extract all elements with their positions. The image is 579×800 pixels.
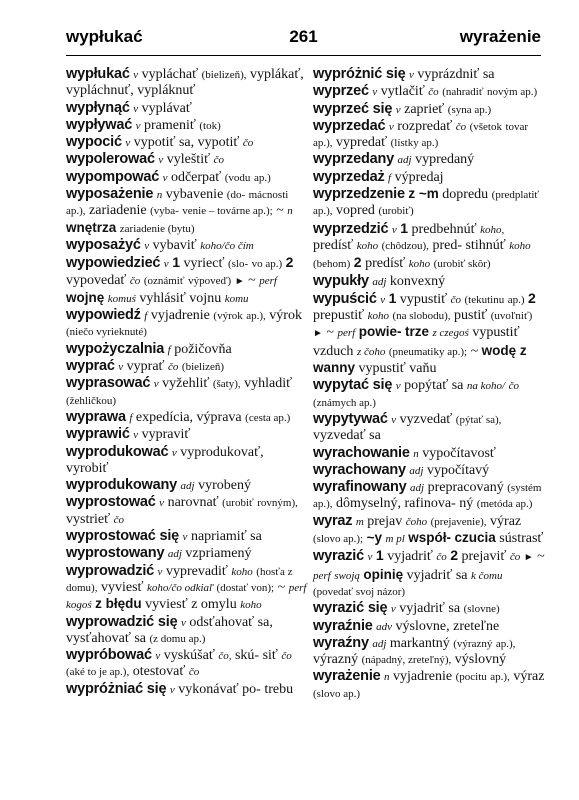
dictionary-entry: wyrachowany adj vypočítavý bbox=[313, 461, 490, 478]
dictionary-entry: wypowiedzieć v 1 vyriecť (slo- vo ap.) 2 vypovedať čo (oznámiť výpoveď) ► ~ perf wojnę komuś vyhlásiť vojnu komu bbox=[66, 254, 294, 306]
dictionary-entry: wypłynąć v vyplávať bbox=[66, 99, 192, 116]
dictionary-entry: wyprzeć się v zaprieť (syna ap.) bbox=[313, 100, 492, 117]
dictionary-entry: wypytać się v popýtať sa na koho/ čo (známych ap.) bbox=[313, 377, 519, 409]
dictionary-entry: wyprowadzić się v odsťahovať sa, vysťahovať sa (z domu ap.) bbox=[66, 613, 273, 646]
header-first-entry: wypłukać bbox=[66, 27, 143, 46]
dictionary-entry: wyprodukowany adj vyrobený bbox=[66, 477, 251, 494]
dictionary-entry: wyposażyć v vybaviť koho/čo čím bbox=[66, 236, 254, 253]
arrow-icon: ► bbox=[523, 552, 534, 564]
dictionary-entry: wyprzeć v vytlačiť čo (nahradiť novým ap.) bbox=[313, 83, 538, 100]
dictionary-entry: wypływać v prameniť (tok) bbox=[66, 116, 221, 133]
dictionary-entry: wyprawić v vypraviť bbox=[66, 426, 191, 443]
dictionary-entry: wyrażenie n vyjadrenie (pocitu ap.), výraz (slovo ap.) bbox=[313, 668, 545, 700]
dictionary-entry: wyprzedzić v 1 predbehnúť koho, predísť koho (chôdzou), pred- stihnúť koho (behom) 2 predísť koho (urobiť skôr) bbox=[313, 219, 531, 272]
page-number: 261 bbox=[289, 27, 318, 46]
page-header bbox=[66, 27, 541, 51]
dictionary-entry: wypożyczalnia f požičovňa bbox=[66, 340, 232, 357]
dictionary-entry: wyprzedzenie z ~m dopredu (predplatiť ap.), vopred (urobiť) bbox=[313, 186, 540, 219]
dictionary-entry: wypocić v vypotiť sa, vypotiť čo bbox=[66, 134, 254, 151]
left-column bbox=[66, 66, 308, 698]
dictionary-entry: wypłukać v vypláchať (bielizeň), vyplákať, vypláchnuť, vypláknuť bbox=[66, 66, 304, 99]
dictionary-entry: wyprostować v narovnať (urobiť rovným), vystrieť čo bbox=[66, 494, 298, 527]
dictionary-entry: wypytywać v vyzvedať (pýtať sa), vyzvedať sa bbox=[313, 410, 502, 444]
dictionary-entry: wypukły adj konvexný bbox=[313, 272, 446, 289]
dictionary-entry: wyrazić się v vyjadriť sa (slovne) bbox=[313, 600, 500, 617]
arrow-icon: ► bbox=[313, 328, 323, 340]
dictionary-entry: wyraz m prejav čoho (prejavenie), výraz (slovo ap.); ~y m pl współ- czucia sústrasť bbox=[313, 512, 544, 547]
dictionary-entry: wypuścić v 1 vypustiť čo (tekutinu ap.) 2 prepustiť koho (na slobodu), pustiť (uvoľniť) ► ~ perf powie- trze z czegoś vypustiť vzduch z čoho (pneumatiky ap.); ~ wodę z wanny vypustiť vaňu bbox=[313, 289, 536, 377]
dictionary-entry: wyprzedać v rozpredať čo (všetok tovar ap.), vypredať (lístky ap.) bbox=[313, 117, 529, 151]
dictionary-entry: wyprzedany adj vypredaný bbox=[313, 151, 475, 168]
header-last-entry: wyrażenie bbox=[459, 27, 541, 46]
arrow-icon: ► bbox=[234, 275, 245, 287]
dictionary-entry: wyrachowanie n vypočítavosť bbox=[313, 444, 496, 461]
dictionary-entry: wyraźny adj markantný (výrazný ap.), výrazný (nápadný, zreteľný), výslovný bbox=[313, 634, 516, 668]
dictionary-entry: wyprowadzić v vyprevadiť koho (hosťa z domu), vyviesť koho/čo odkiaľ (dostať von); ~ perf kogoś z błędu vyviesť z omylu koho bbox=[66, 562, 307, 613]
dictionary-entry: wyraźnie adv výslovne, zreteľne bbox=[313, 617, 500, 634]
dictionary-entry: wypróbować v vyskúšať čo, skú- siť čo (aké to je ap.), otestovať čo bbox=[66, 647, 292, 680]
dictionary-entry: wyrafinowany adj prepracovaný (systém ap.), dômyselný, rafinova- ný (metóda ap.) bbox=[313, 479, 542, 512]
dictionary-entry: wypolerować v vyleštiť čo bbox=[66, 151, 224, 168]
right-column bbox=[313, 66, 545, 702]
header-rule bbox=[66, 55, 541, 56]
dictionary-entry: wyrazić v 1 vyjadriť čo 2 prejaviť čo ► ~ perf swoją opinię vyjadriť sa k čomu (povedať svoj názor) bbox=[313, 547, 545, 598]
dictionary-entry: wyprzedaż f výpredaj bbox=[313, 168, 444, 185]
dictionary-entry: wypróżnić się v vyprázdniť sa bbox=[313, 66, 495, 82]
dictionary-entry: wyprostowany adj vzpriamený bbox=[66, 545, 252, 562]
dictionary-entry: wyprawa f expedícia, výprava (cesta ap.) bbox=[66, 408, 291, 425]
dictionary-entry: wyprasować v vyžehliť (šaty), vyhladiť (žehličkou) bbox=[66, 375, 293, 407]
dictionary-entry: wyprodukować v vyprodukovať, vyrobiť bbox=[66, 443, 264, 476]
dictionary-entry: wyposażenie n vybavenie (do- mácnosti ap.), zariadenie (vyba- venie – továrne ap.); ~ n wnętrza zariadenie (bytu) bbox=[66, 186, 293, 235]
dictionary-entry: wypompować v odčerpať (vodu ap.) bbox=[66, 168, 271, 185]
dictionary-entry: wyprać v vyprať čo (bielizeň) bbox=[66, 358, 225, 375]
dictionary-entry: wypowiedź f vyjadrenie (výrok ap.), výrok (niečo vyrieknuté) bbox=[66, 307, 302, 339]
dictionary-entry: wypróżniać się v vykonávať po- trebu bbox=[66, 680, 294, 697]
dictionary-entry: wyprostować się v napriamiť sa bbox=[66, 528, 262, 545]
